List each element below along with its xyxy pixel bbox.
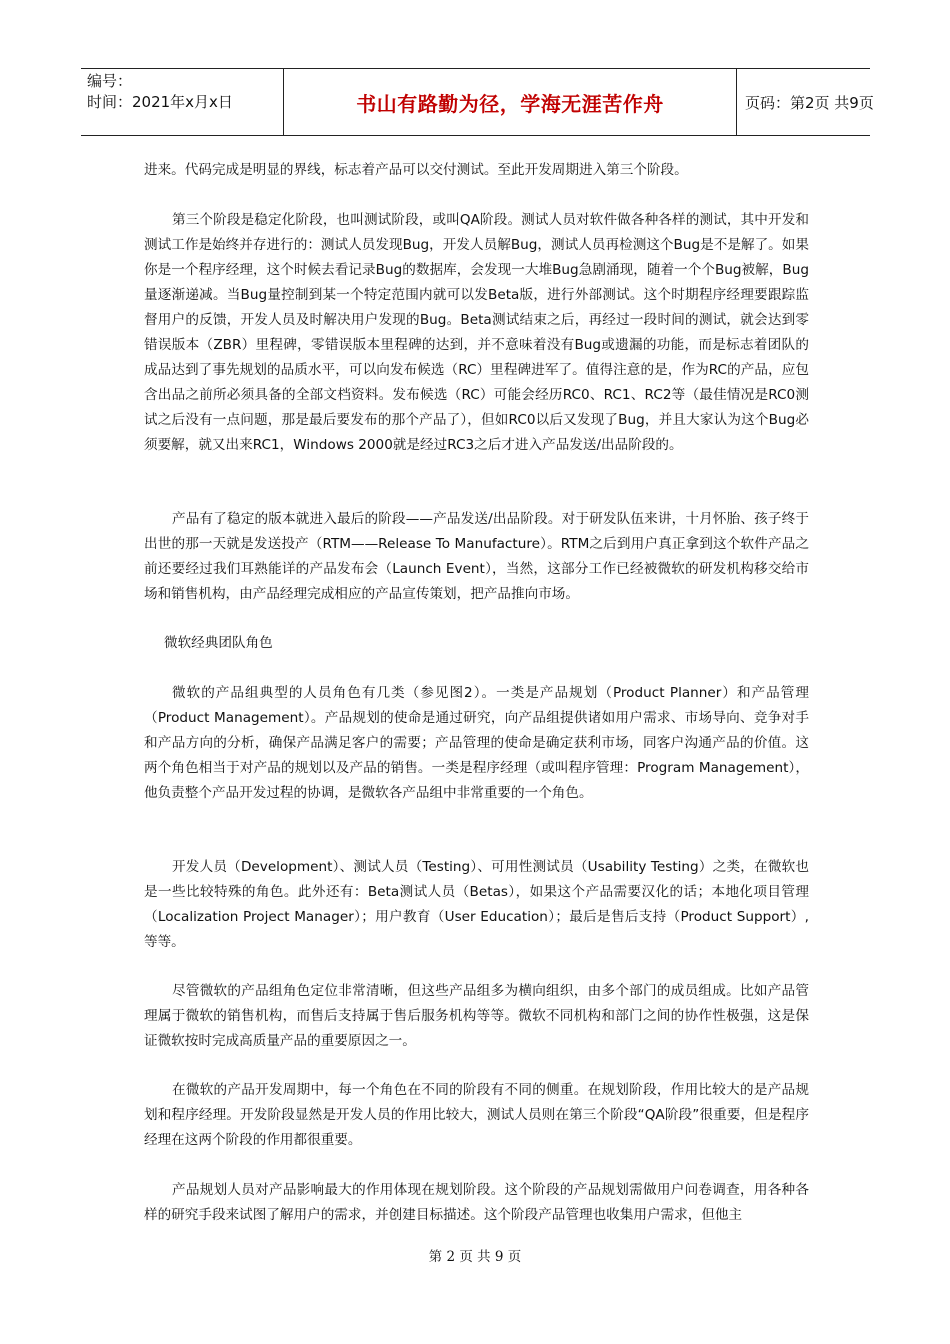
page-header-table	[81, 68, 874, 136]
paragraph-text: 进来。代码完成是明显的界线，标志着产品可以交付测试。至此开发周期进入第三个阶段。	[144, 162, 688, 178]
header-motto: 书山有路勤为径，学海无涯苦作舟	[356, 91, 664, 116]
doc-date-label: 时间：2021年x月x日	[87, 93, 233, 111]
paragraph-text: 产品有了稳定的版本就进入最后的阶段——产品发送/出品阶段。对于研发队伍来讲，十月怀胎、孩子终于出世的那一天就是发送投产（RTM——Release To Manufacture）。RTM之后到用户真正拿到这个软件产品之前还要经过我们耳熟能详的产品发布会（Launch Event），当然，这部分工作已经被微软的研发机构移交给市场和销售机构，由产品经理完成相应的产品宣传策划，把产品推向市场。	[144, 511, 809, 602]
section-heading	[144, 631, 809, 656]
paragraph-4	[144, 681, 809, 806]
header-page-cell	[737, 69, 874, 135]
paragraph-text: 微软的产品组典型的人员角色有几类（参见图2）。一类是产品规划（Product Planner）和产品管理（Product Management）。产品规划的使命是通过研究，向产品组提供诸如用户需求、市场导向、竞争对手和产品方向的分析，确保产品满足客户的需要；产品管理的使命是确定获利市场，同客户沟通产品的价值。这两个角色相当于对产品的规划以及产品的销售。一类是程序经理（或叫程序管理：Program Management），他负责整个产品开发过程的协调，是微软各产品组中非常重要的一个角色。	[144, 685, 809, 801]
paragraph-7	[144, 1078, 809, 1153]
paragraph-2	[144, 208, 809, 458]
paragraph-text: 产品规划人员对产品影响最大的作用体现在规划阶段。这个阶段的产品规划需做用户问卷调查，用各种各样的研究手段来试图了解用户的需求，并创建目标描述。这个阶段产品管理也收集用户需求，但他主	[144, 1182, 809, 1223]
paragraph-1	[144, 158, 809, 183]
page-footer: 第 2 页 共 9 页	[428, 1249, 522, 1265]
paragraph-3	[144, 507, 809, 607]
header-motto-cell	[283, 69, 737, 135]
doc-number-label: 编号：	[87, 72, 133, 90]
paragraph-text: 尽管微软的产品组角色定位非常清晰，但这些产品组多为横向组织，由多个部门的成员组成。比如产品管理属于微软的销售机构，而售后支持属于售后服务机构等等。微软不同机构和部门之间的协作性极强，这是保证微软按时完成高质量产品的重要原因之一。	[144, 983, 809, 1049]
paragraph-text: 第三个阶段是稳定化阶段，也叫测试阶段，或叫QA阶段。测试人员对软件做各种各样的测试，其中开发和测试工作是始终并存进行的：测试人员发现Bug，开发人员解Bug，测试人员再检测这个Bug是不是解了。如果你是一个程序经理，这个时候去看记录Bug的数据库，会发现一大堆Bug急剧涌现，随着一个个Bug被解，Bug量逐渐递减。当Bug量控制到某一个特定范围内就可以发Beta版，进行外部测试。这个时期程序经理要跟踪监督用户的反馈，开发人员及时解决用户发现的Bug。Beta测试结束之后，再经过一段时间的测试，就会达到零错误版本（ZBR）里程碑，零错误版本里程碑的达到，并不意味着没有Bug或遗漏的功能，而是标志着团队的成品达到了事先规划的品质水平，可以向发布候选（RC）里程碑进军了。值得注意的是，作为RC的产品，应包含出品之前所必须具备的全部文档资料。发布候选（RC）可能会经历RC0、RC1、RC2等（最佳情况是RC0测试之后没有一点问题，那是最后要发布的那个产品了），但如RC0以后又发现了Bug，并且大家认为这个Bug必须要解，就又出来RC1，Windows 2000就是经过RC3之后才进入产品发送/出品阶段的。	[144, 212, 809, 453]
paragraph-5	[144, 855, 809, 955]
header-page-label: 页码：第2页 共9页	[745, 93, 874, 112]
section-heading-text: 微软经典团队角色	[164, 635, 273, 651]
paragraph-text: 在微软的产品开发周期中，每一个角色在不同的阶段有不同的侧重。在规划阶段，作用比较大的是产品规划和程序经理。开发阶段显然是开发人员的作用比较大，测试人员则在第三个阶段“QA阶段”很重要，但是程序经理在这两个阶段的作用都很重要。	[144, 1082, 809, 1148]
header-meta-cell	[81, 69, 283, 135]
paragraph-6	[144, 979, 809, 1054]
paragraph-text: 开发人员（Development）、测试人员（Testing）、可用性测试员（Usability Testing）之类，在微软也是一些比较特殊的角色。此外还有：Beta测试人员（Betas），如果这个产品需要汉化的话；本地化项目管理（Localization Project Manager）；用户教育（User Education）；最后是售后支持（Product Support）,等等。	[144, 859, 809, 950]
paragraph-8	[144, 1178, 809, 1228]
